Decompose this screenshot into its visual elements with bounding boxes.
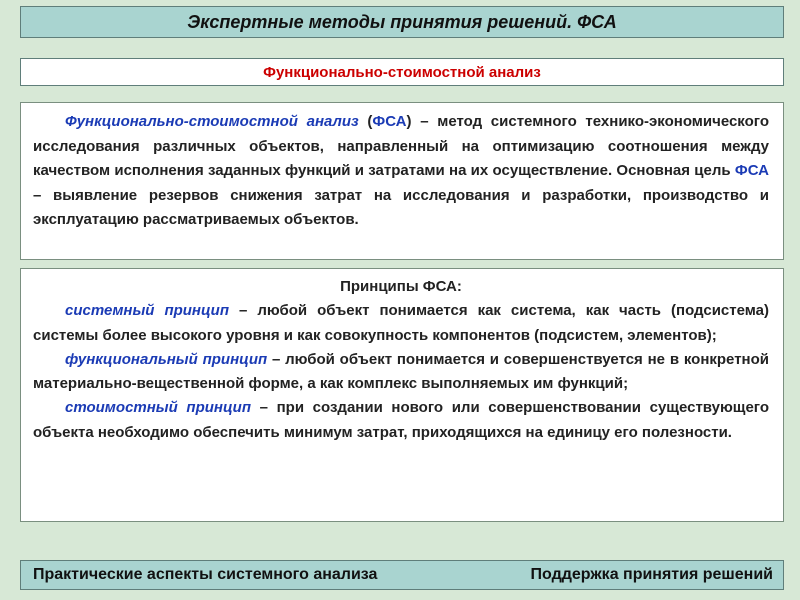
principle-item (33, 396, 769, 445)
practical-aspects-link[interactable]: Практические аспекты системного анализа (33, 566, 378, 583)
principle-name: стоимостный принцип (65, 399, 251, 417)
definition-panel (20, 102, 784, 260)
principles-title: Принципы ФСА: (340, 278, 462, 295)
definition-open-paren: ( (358, 113, 373, 130)
definition-abbr: ФСА (372, 113, 407, 130)
section-subtitle: Функционально-стоимостной анализ (20, 58, 784, 86)
principles-panel (20, 268, 784, 522)
principle-text: – при создании нового или совершенствовании существующего объекта необходимо обеспечить минимум затрат, приходящихся на единицу его полезности. (33, 399, 769, 441)
principle-name: функциональный принцип (65, 350, 268, 368)
footer-nav (20, 560, 784, 590)
definition-term: Функционально-стоимостной анализ (65, 113, 359, 130)
principle-text: – любой объект понимается и совершенствуется не в конкретной материально-вещественной форме, а как комплекс выполняемых им функций; (33, 350, 769, 393)
definition-text-1: ) – метод системного технико-экономического исследования различных объектов, направленный на оптимизацию соотношения между качеством исполнения заданных функций и затратами на их осуществление. Основная цель (33, 113, 769, 179)
principle-item (33, 348, 769, 397)
decision-support-link[interactable]: Поддержка принятия решений (530, 566, 773, 583)
principle-text: – любой объект понимается как система, как часть (подсистема) системы более высокого уровня и как совокупность компонентов (подсистем, элементов); (33, 302, 769, 344)
page-title: Экспертные методы принятия решений. ФСА (20, 6, 784, 38)
definition-text-2: – выявление резервов снижения затрат на исследования и разработки, производство и эксплуатацию рассматриваемых объектов. (33, 186, 769, 228)
principle-name: системный принцип (65, 302, 230, 320)
definition-paragraph (33, 110, 769, 233)
definition-abbr-2: ФСА (734, 162, 769, 179)
principle-item (33, 299, 769, 348)
